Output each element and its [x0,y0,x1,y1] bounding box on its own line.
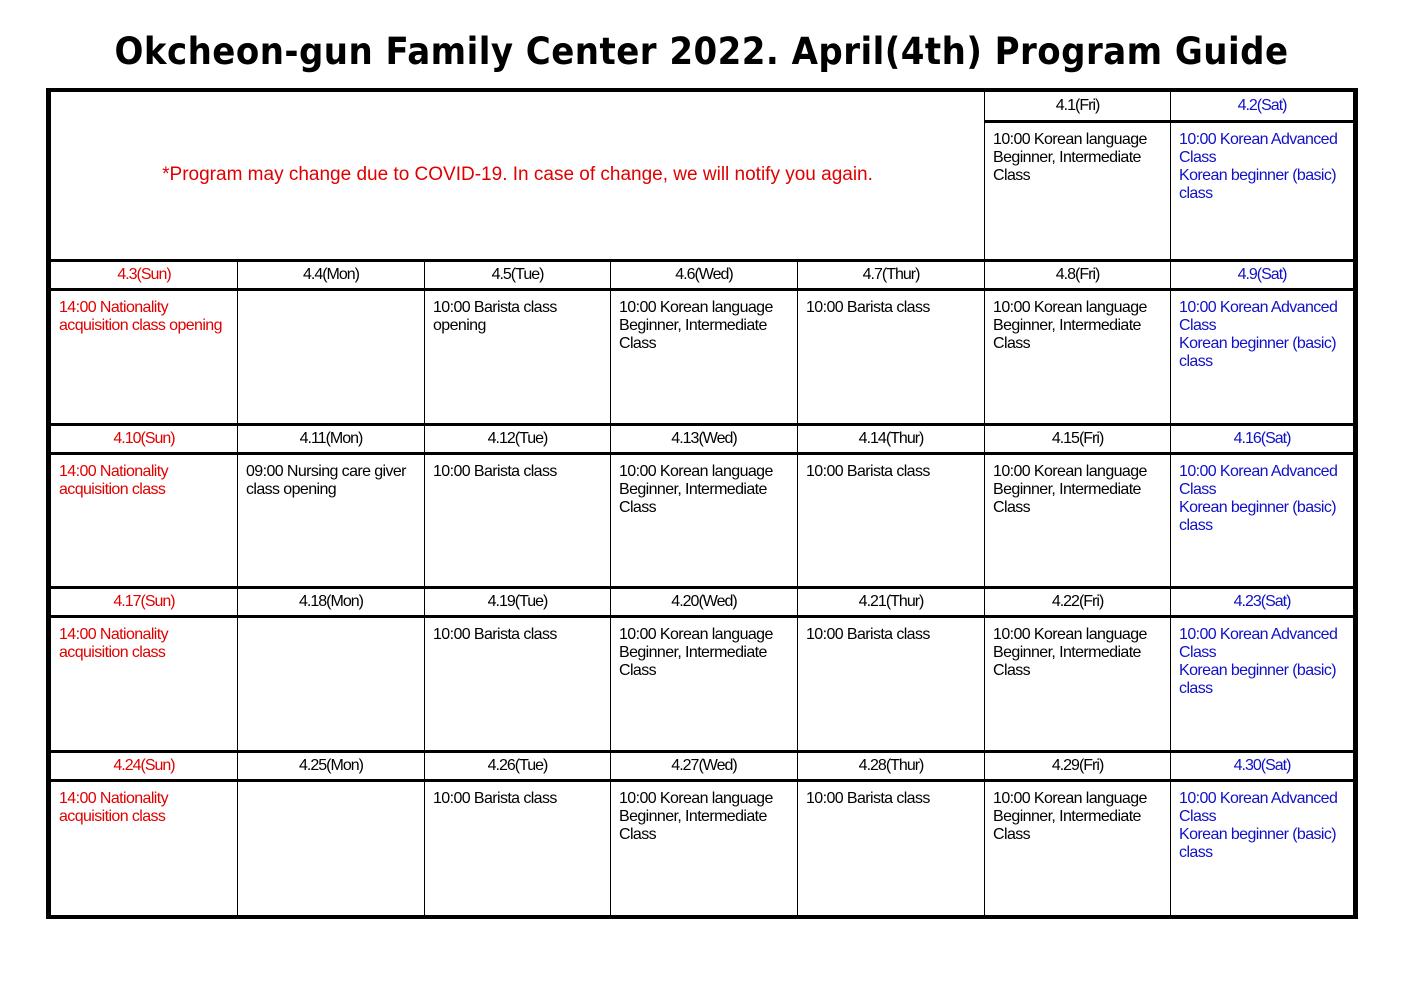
program-line: opening [433,317,486,335]
date-header: 4.13(Wed) [611,424,798,453]
program-line: 10:00 Barista class [433,789,557,807]
program-line: 14:00 Nationality [59,462,168,480]
date-header-sunday: 4.3(Sun) [51,261,238,290]
program-line: Class [993,498,1031,516]
program-line: Class [1179,148,1217,166]
day-cell [425,780,611,915]
program-line: 10:00 Barista class [433,462,557,480]
calendar-table [50,92,1354,915]
program-line: Beginner, Intermediate [993,480,1141,498]
program-line: Korean beginner (basic) [1179,825,1337,843]
day-cell [611,617,798,751]
program-line: Korean beginner (basic) [1179,662,1337,680]
program-line: 14:00 Nationality [59,789,168,807]
program-line: 10:00 Korean language [993,462,1147,480]
program-line: class [1179,353,1213,371]
program-calendar [46,88,1358,919]
program-line: 10:00 Barista class [433,299,557,317]
program-line: Beginner, Intermediate [619,480,767,498]
program-line: class opening [246,480,337,498]
program-line: Class [619,825,657,843]
program-line: 10:00 Barista class [806,626,930,644]
program-line: 14:00 Nationality [59,299,168,317]
day-cell [985,453,1171,587]
program-line: Beginner, Intermediate [619,807,767,825]
date-header: 4.11(Mon) [238,424,425,453]
program-line: Class [619,662,657,680]
day-cell [611,780,798,915]
day-cell [798,290,985,424]
program-line: class [1179,680,1213,698]
day-cell [985,290,1171,424]
date-header: 4.27(Wed) [611,751,798,780]
program-line: class [1179,843,1213,861]
day-cell [238,617,425,751]
program-line: 10:00 Korean Advanced [1179,462,1338,480]
program-line: Class [993,825,1031,843]
program-line: Class [619,335,657,353]
day-cell [425,290,611,424]
program-line: 10:00 Barista class [433,626,557,644]
program-line: 10:00 Barista class [806,462,930,480]
program-line: 10:00 Korean Advanced [1179,130,1338,148]
program-line: acquisition class [59,807,166,825]
day-cell [798,780,985,915]
day-cell [238,290,425,424]
date-header: 4.21(Thur) [798,588,985,617]
program-line: Beginner, Intermediate [993,644,1141,662]
date-header: 4.1(Fri) [985,92,1171,121]
program-line: Beginner, Intermediate [993,148,1141,166]
date-header: 4.4(Mon) [238,261,425,290]
date-header: 4.19(Tue) [425,588,611,617]
program-line: 10:00 Barista class [806,789,930,807]
week-header-row [51,92,1354,121]
day-cell [611,290,798,424]
program-line: Class [993,335,1031,353]
day-cell [238,453,425,587]
program-line: class [1179,516,1213,534]
program-line: 10:00 Korean language [993,626,1147,644]
date-header: 4.22(Fri) [985,588,1171,617]
day-cell [1171,290,1354,424]
date-header-saturday: 4.23(Sat) [1171,588,1354,617]
program-line: acquisition class [59,480,166,498]
program-line: 10:00 Korean language [619,626,773,644]
date-header-saturday: 4.16(Sat) [1171,424,1354,453]
program-line: 10:00 Korean language [619,462,773,480]
week-header-row [51,261,1354,290]
day-cell-first-sat [1171,121,1354,261]
program-line: Class [619,498,657,516]
program-line: 10:00 Korean Advanced [1179,299,1338,317]
program-line: 10:00 Korean Advanced [1179,626,1338,644]
week-body-row [51,453,1354,587]
day-cell [238,780,425,915]
program-line: 10:00 Korean language [993,130,1147,148]
program-line: Korean beginner (basic) [1179,166,1337,184]
date-header: 4.7(Thur) [798,261,985,290]
program-line: 10:00 Korean language [993,299,1147,317]
day-cell-first-fri [985,121,1171,261]
program-line: 10:00 Korean language [993,789,1147,807]
day-cell [1171,617,1354,751]
date-header: 4.6(Wed) [611,261,798,290]
date-header: 4.8(Fri) [985,261,1171,290]
date-header: 4.28(Thur) [798,751,985,780]
program-line: Class [1179,480,1217,498]
date-header: 4.14(Thur) [798,424,985,453]
date-header: 4.18(Mon) [238,588,425,617]
date-header: 4.15(Fri) [985,424,1171,453]
date-header: 4.20(Wed) [611,588,798,617]
date-header: 4.5(Tue) [425,261,611,290]
date-header-sunday: 4.10(Sun) [51,424,238,453]
program-line: 10:00 Korean Advanced [1179,789,1338,807]
date-header-sunday: 4.24(Sun) [51,751,238,780]
day-cell [51,617,238,751]
date-header-saturday: 4.2(Sat) [1171,92,1354,121]
date-header: 4.12(Tue) [425,424,611,453]
program-line: Class [993,166,1031,184]
week-header-row [51,751,1354,780]
week-header-row [51,588,1354,617]
program-line: Class [1179,807,1217,825]
date-header: 4.29(Fri) [985,751,1171,780]
program-line: Beginner, Intermediate [619,317,767,335]
day-cell [798,617,985,751]
day-cell [51,290,238,424]
day-cell [985,617,1171,751]
day-cell [51,780,238,915]
week-header-row [51,424,1354,453]
program-line: Beginner, Intermediate [993,807,1141,825]
date-header-saturday: 4.9(Sat) [1171,261,1354,290]
program-line: Class [1179,644,1217,662]
day-cell [985,780,1171,915]
program-line: 10:00 Korean language [619,789,773,807]
day-cell [611,453,798,587]
day-cell [798,453,985,587]
program-line: 09:00 Nursing care giver [246,462,406,480]
date-header-sunday: 4.17(Sun) [51,588,238,617]
day-cell [1171,453,1354,587]
day-cell [51,453,238,587]
program-line: 10:00 Korean language [619,299,773,317]
program-line: acquisition class opening [59,317,222,335]
program-line: 14:00 Nationality [59,626,168,644]
program-line: Class [993,662,1031,680]
date-header: 4.26(Tue) [425,751,611,780]
program-line: Korean beginner (basic) [1179,498,1337,516]
program-line: class [1179,184,1213,202]
program-line: Beginner, Intermediate [993,317,1141,335]
program-line: acquisition class [59,644,166,662]
program-line: Korean beginner (basic) [1179,335,1337,353]
week-body-row [51,290,1354,424]
notice-text: *Program may change due to COVID-19. In case of change, we will notify you again. [162,163,873,185]
date-header-saturday: 4.30(Sat) [1171,751,1354,780]
day-cell [425,617,611,751]
program-line: 10:00 Barista class [806,299,930,317]
covid-notice [51,92,985,261]
program-line: Class [1179,317,1217,335]
date-header: 4.25(Mon) [238,751,425,780]
day-cell [1171,780,1354,915]
week-body-row [51,617,1354,751]
day-cell [425,453,611,587]
week-body-row [51,780,1354,915]
program-line: Beginner, Intermediate [619,644,767,662]
page-title: Okcheon-gun Family Center 2022. April(4th) Program Guide [114,30,1289,73]
